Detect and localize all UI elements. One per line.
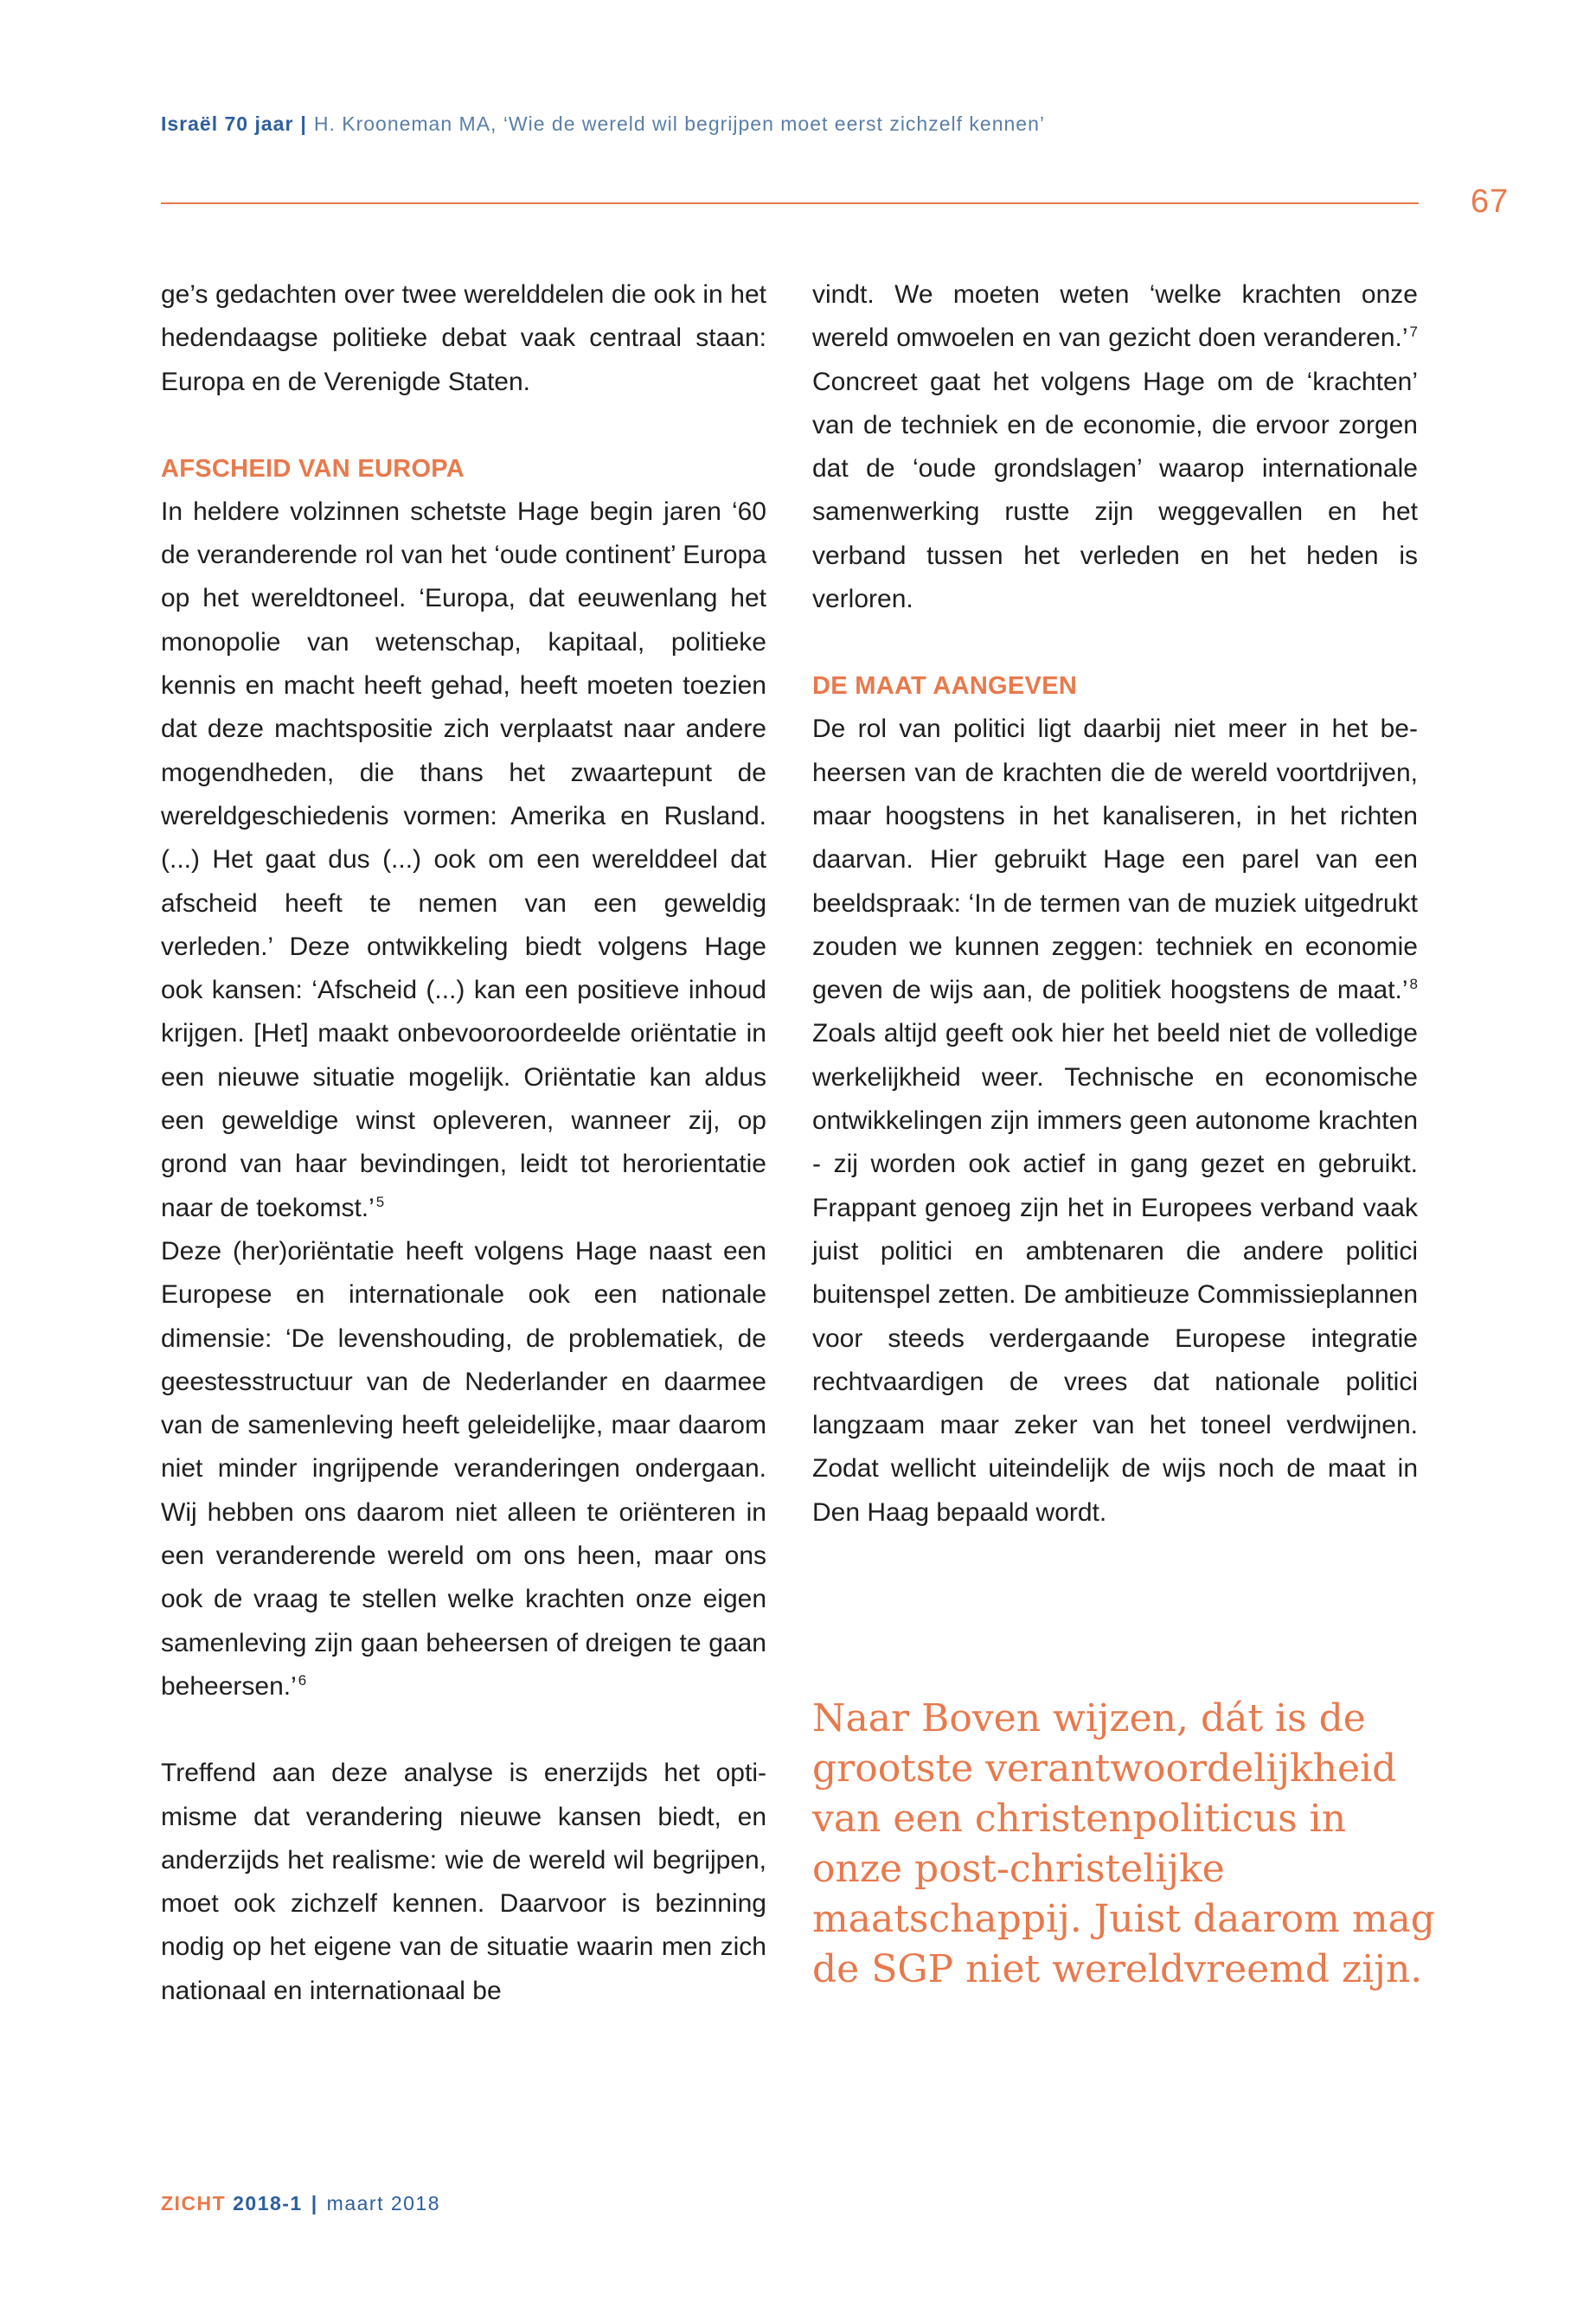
right-paragraph-2-continued: Zoals altijd geeft ook hier het beeld niet de volledige werkelijkheid weer. Technische en economische ontwikkelingen zijn immers geen autonome krachten - zij worden ook actief in gang gezet en gebruikt. Frappant genoeg zijn het in Europees verband vaak juist politici en ambtenaren die andere politici buitenspel zetten. De ambitieuze Commissieplannen voor steeds verdergaande Europese integratie rechtvaardigen de vrees dat nationale politici langzaam maar zeker van het toneel verdwijnen. Zodat wellicht uiteindelijk de wijs noch de maat in Den Haag bepaald wordt. xyxy=(812,1019,1418,1527)
footnote-ref-6: 6 xyxy=(298,1671,307,1689)
header-separator: | xyxy=(300,112,307,135)
left-paragraph-4: Treffend aan deze analyse is enerzijds het optimisme dat verandering nieuwe kansen biedt, en anderzijds het realisme: wie de wereld wil begrijpen, moet ook zichzelf kennen. Daarvoor is bezinning nodig op het eigene van de situatie waarin men zich nationaal en internationaal be xyxy=(161,1759,766,2005)
section-heading-maat: DE MAAT AANGEVEN xyxy=(812,672,1078,701)
left-paragraph-1: ge’s gedachten over twee werelddelen die ook in het hedendaagse politieke debat vaak centraal staan: Europa en de Verenigde Staten. xyxy=(161,280,766,396)
right-paragraph-1-text: vindt. We moeten weten ‘welke krachten onze wereld omwoelen en van gezicht doen veranderen.’ xyxy=(812,280,1418,353)
header-rule xyxy=(161,202,1419,204)
footer-date: maart 2018 xyxy=(326,2192,441,2214)
right-paragraph-1 xyxy=(812,273,1418,621)
right-column xyxy=(812,273,1418,1535)
footnote-ref-8: 8 xyxy=(1409,976,1418,993)
footer-separator: | xyxy=(311,2192,318,2214)
right-paragraph-2 xyxy=(812,708,1418,1535)
header-series-title: Israël 70 jaar xyxy=(161,112,294,135)
running-header xyxy=(161,112,1045,136)
section-heading-afscheid: AFSCHEID VAN EUROPA xyxy=(161,454,465,483)
left-paragraph-2 xyxy=(161,490,766,1230)
left-column xyxy=(161,273,766,2013)
left-paragraph-2-text: In heldere volzinnen schetste Hage begin jaren ‘60 de veranderende rol van het ‘oude continent’ Europa op het wereldtoneel. ‘Europa, dat eeuwenlang het monopolie van wetenschap, kapitaal, politieke kennis en macht heeft gehad, heeft moeten toezien dat deze machtspositie zich verplaatst naar andere mogendheden, die thans het zwaartepunt de wereldgeschiedenis vormen: Amerika en Rusland. (...) Het gaat dus (...) ook om een werelddeel dat afscheid heeft te nemen van een geweldig verleden.’ Deze ontwikkeling biedt volgens Hage ook kansen: ‘Afscheid (...) kan een positieve inhoud krijgen. [Het] maakt onbevooroordeelde oriëntatie in een nieuwe situatie mogelijk. Oriëntatie kan aldus een geweldige winst opleveren, wanneer zij, op grond van haar bevindingen, leidt tot herorientatie naar de toekomst.’ xyxy=(161,497,766,1222)
footnote-ref-5: 5 xyxy=(375,1193,385,1210)
right-paragraph-1-continued: Concreet gaat het volgens Hage om de ‘krachten’ van de techniek en de economie, die ervoor zorgen dat de ‘oude grondslagen’ waarop internationale samenwerking rustte zijn weggevallen en het verband tussen het verleden en het heden is verloren. xyxy=(812,367,1418,614)
page-number: 67 xyxy=(1471,183,1509,220)
page-footer xyxy=(161,2192,440,2215)
footer-issue: 2018-1 xyxy=(233,2192,303,2214)
left-paragraph-3-text: Deze (her)oriëntatie heeft volgens Hage naast een Europese en internationale ook een nationale dimensie: ‘De levenshouding, de problematiek, de geestesstructuur van de Nederlander en daarmee van de samenleving heeft geleidelijke, maar daarom niet minder ingrijpende veranderingen ondergaan. Wij hebben ons daarom niet alleen te oriënteren in een veranderende wereld om ons heen, maar ons ook de vraag te stellen welke krachten onze eigen samenleving zijn gaan beheersen of dreigen te gaan beheersen.’ xyxy=(161,1236,766,1701)
left-paragraph-3 xyxy=(161,1230,766,1708)
header-article-title: H. Krooneman MA, ‘Wie de wereld wil begrijpen moet eerst zichzelf kennen’ xyxy=(313,112,1045,135)
right-paragraph-2-text: De rol van politici ligt daarbij niet meer in het beheersen van de krachten die de wereld voortdrijven, maar hoogstens in het kanaliseren, in het richten daarvan. Hier gebruikt Hage een parel van een beeldspraak: ‘In de termen van de muziek uitgedrukt zouden we kunnen zeggen: techniek en economie geven de wijs aan, de politiek hoogstens de maat.’ xyxy=(812,715,1418,1005)
footnote-ref-7: 7 xyxy=(1409,324,1418,341)
pull-quote: Naar Boven wijzen, dát is de grootste verantwoordelijkheid van een christenpoliticus in onze post-christelijke maatschappij. Juist daarom mag de SGP niet wereldvreemd zijn. xyxy=(812,1696,1435,1991)
footer-magazine-name: ZICHT xyxy=(161,2192,227,2214)
